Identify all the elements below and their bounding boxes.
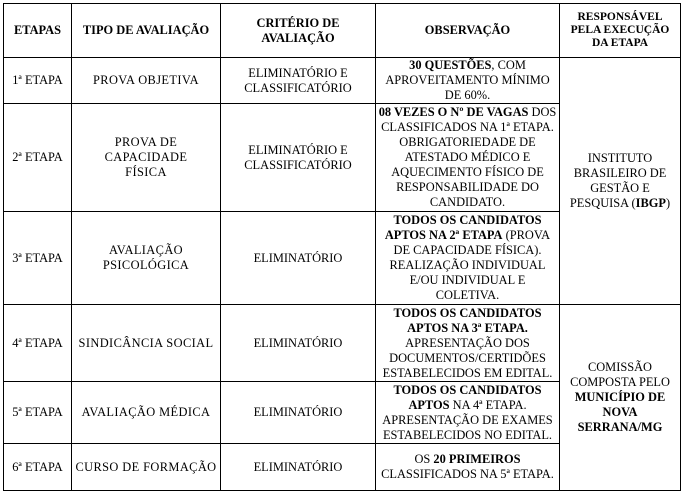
- responsible-bold: MUNICÍPIO DE NOVA SERRANA/MG: [574, 390, 666, 434]
- observation-bold: TODOS OS CANDIDATOS APTOS: [393, 382, 542, 412]
- table-row: [4, 305, 681, 382]
- header-criterio: CRITÉRIO DE AVALIAÇÃO: [221, 4, 376, 58]
- responsible-cell-ibgp: [560, 58, 681, 305]
- responsible-text: INSTITUTO BRASILEIRO DE GESTÃO E PESQUISA (: [569, 151, 667, 210]
- header-responsavel: RESPONSÁVEL PELA EXECUÇÃO DA ETAPA: [560, 4, 681, 58]
- observation-text: , COM APROVEITAMENTO MÍNIMO DE 60%.: [385, 58, 550, 102]
- stage-cell: 5ª ETAPA: [4, 382, 72, 444]
- observation-cell: [376, 305, 560, 382]
- responsible-text: COMISSÃO COMPOSTA PELO: [570, 360, 670, 389]
- stage-cell: 1ª ETAPA: [4, 58, 72, 104]
- observation-text: APRESENTAÇÃO DOS DOCUMENTOS/CERTIDÕES ESTABELECIDOS EM EDITAL.: [382, 335, 553, 380]
- table-row: [4, 58, 681, 104]
- observation-text: CLASSIFICADOS NA 5ª ETAPA.: [381, 467, 554, 481]
- stage-cell: 2ª ETAPA: [4, 104, 72, 212]
- stage-cell: 4ª ETAPA: [4, 305, 72, 382]
- observation-text: (PROVA DE CAPACIDADE FÍSICA). REALIZAÇÃO INDIVIDUAL E/OU INDIVIDUAL E COLETIVA.: [389, 228, 551, 302]
- observation-bold: 20 PRIMEIROS: [433, 452, 521, 466]
- criteria-cell: ELIMINATÓRIO: [221, 305, 376, 382]
- observation-bold: 08 VEZES O Nº DE VAGAS: [378, 105, 529, 119]
- observation-cell: [376, 444, 560, 491]
- observation-prefix: OS: [414, 452, 434, 466]
- type-cell: PROVA DE CAPACIDADE FÍSICA: [72, 104, 221, 212]
- type-cell: AVALIAÇÃO MÉDICA: [72, 382, 221, 444]
- stage-cell: 6ª ETAPA: [4, 444, 72, 491]
- observation-text: DOS CLASSIFICADOS NA 1ª ETAPA. OBRIGATORIEDADE DE ATESTADO MÉDICO E AQUECIMENTO FÍSICO DE RESPONSABILIDADE DO CANDIDATO.: [381, 105, 557, 209]
- type-cell: SINDICÂNCIA SOCIAL: [72, 305, 221, 382]
- responsible-bold: IBGP: [635, 196, 666, 210]
- observation-text: NA 4ª ETAPA. APRESENTAÇÃO DE EXAMES ESTABELECIDOS NO EDITAL.: [382, 397, 553, 442]
- observation-bold: TODOS OS CANDIDATOS APTOS NA 2ª ETAPA: [384, 213, 542, 242]
- observation-cell: [376, 382, 560, 444]
- evaluation-stages-table: [3, 3, 681, 491]
- header-row: [4, 4, 681, 58]
- responsible-cell-municipio: [560, 305, 681, 491]
- type-cell: AVALIAÇÃO PSICOLÓGICA: [72, 212, 221, 305]
- criteria-cell: ELIMINATÓRIO: [221, 382, 376, 444]
- observation-cell: [376, 104, 560, 212]
- header-tipo: TIPO DE AVALIAÇÃO: [72, 4, 221, 58]
- responsible-suffix: ): [665, 196, 671, 210]
- observation-cell: [376, 58, 560, 104]
- stage-cell: 3ª ETAPA: [4, 212, 72, 305]
- observation-cell: [376, 212, 560, 305]
- type-cell: PROVA OBJETIVA: [72, 58, 221, 104]
- criteria-cell: ELIMINATÓRIO: [221, 212, 376, 305]
- criteria-cell: ELIMINATÓRIO E CLASSIFICATÓRIO: [221, 104, 376, 212]
- observation-bold: 30 QUESTÕES: [409, 58, 492, 72]
- type-cell: CURSO DE FORMAÇÃO: [72, 444, 221, 491]
- criteria-cell: ELIMINATÓRIO: [221, 444, 376, 491]
- header-observacao: OBSERVAÇÃO: [376, 4, 560, 58]
- criteria-cell: ELIMINATÓRIO E CLASSIFICATÓRIO: [221, 58, 376, 104]
- observation-bold: TODOS OS CANDIDATOS APTOS NA 3ª ETAPA.: [393, 305, 542, 335]
- header-etapas: ETAPAS: [4, 4, 72, 58]
